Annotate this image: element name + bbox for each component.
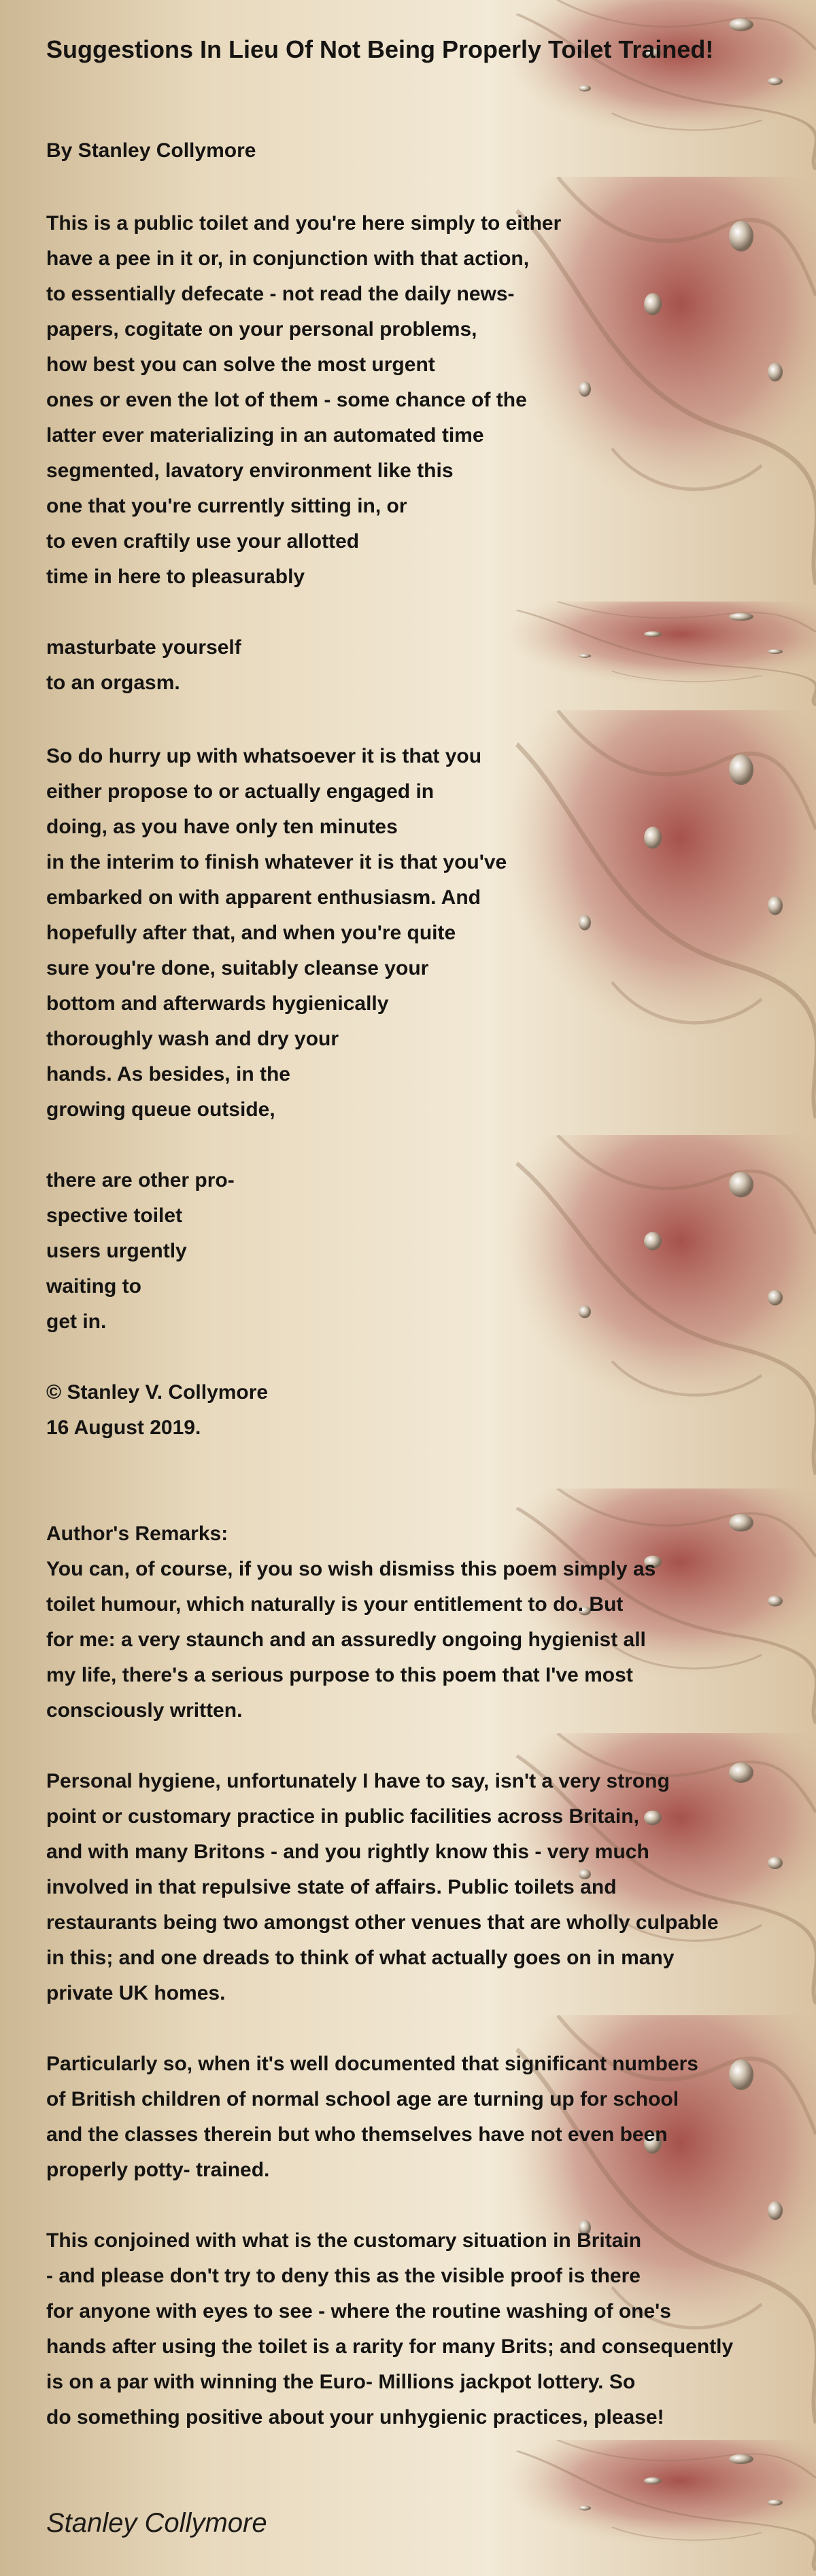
poem-line: latter ever materializing in an automated time	[46, 424, 484, 447]
poem-line: have a pee in it or, in conjunction with that action,	[46, 247, 530, 270]
poem-title: Suggestions In Lieu Of Not Being Properly Toilet Trained!	[46, 35, 714, 63]
remarks-line: of British children of normal school age are turning up for school	[46, 2088, 679, 2110]
poem-line: spective toilet	[46, 1204, 183, 1227]
stanza-3	[46, 739, 507, 1128]
poem-line: one that you're currently sitting in, or	[46, 495, 407, 517]
poem-line: thoroughly wash and dry your	[46, 1028, 339, 1050]
poem-line: to an orgasm.	[46, 672, 180, 694]
poem-line: in the interim to finish whatever it is that you've	[46, 851, 507, 873]
poem-byline: By Stanley Collymore	[46, 139, 256, 162]
poem-line: to essentially defecate - not read the daily news-	[46, 283, 515, 305]
poem-line: how best you can solve the most urgent	[46, 353, 435, 376]
poem-line: to even craftily use your allotted	[46, 530, 360, 553]
remarks-line: Particularly so, when it's well documented that significant numbers	[46, 2053, 698, 2075]
remarks-line: for me: a very staunch and an assuredly ongoing hygienist all	[46, 1629, 646, 1651]
copyright-block	[46, 1375, 268, 1446]
remarks-paragraph-2	[46, 1764, 719, 2011]
remarks-paragraph-1	[46, 1516, 656, 1728]
poem-line: doing, as you have only ten minutes	[46, 816, 398, 838]
stanza-4	[46, 1163, 235, 1340]
remarks-heading: Author's Remarks:	[46, 1522, 228, 1545]
remarks-line: and the classes therein but who themselves have not even been	[46, 2123, 668, 2146]
poem-line: bottom and afterwards hygienically	[46, 992, 389, 1015]
remarks-line: This conjoined with what is the customary situation in Britain	[46, 2229, 642, 2252]
remarks-line: properly potty- trained.	[46, 2159, 270, 2181]
author-signature: Stanley Collymore	[46, 2508, 267, 2538]
poem-line: growing queue outside,	[46, 1098, 275, 1121]
poem-line: get in.	[46, 1310, 107, 1333]
remarks-line: is on a par with winning the Euro- Millions jackpot lottery. So	[46, 2371, 636, 2393]
remarks-line: consciously written.	[46, 1699, 243, 1722]
remarks-line: in this; and one dreads to think of what actually goes on in many	[46, 1947, 675, 1969]
poem-line: time in here to pleasurably	[46, 565, 305, 588]
remarks-line: Personal hygiene, unfortunately I have to say, isn't a very strong	[46, 1770, 670, 1792]
stanza-2	[46, 630, 241, 701]
copyright-line: © Stanley V. Collymore	[46, 1381, 269, 1404]
remarks-line: point or customary practice in public facilities across Britain,	[46, 1805, 639, 1828]
poem-line: masturbate yourself	[46, 636, 241, 659]
remarks-line: hands after using the toilet is a rarity for many Brits; and consequently	[46, 2335, 734, 2358]
poem-line: This is a public toilet and you're here simply to either	[46, 212, 562, 234]
poem-line: waiting to	[46, 1275, 141, 1298]
remarks-line: do something positive about your unhygienic practices, please!	[46, 2406, 664, 2429]
poem-line: hopefully after that, and when you're quite	[46, 922, 456, 944]
poem-line: segmented, lavatory environment like this	[46, 459, 454, 482]
poem-line: users urgently	[46, 1240, 187, 1262]
remarks-paragraph-3	[46, 2047, 698, 2188]
stanza-1	[46, 206, 561, 595]
remarks-line: restaurants being two amongst other venues that are wholly culpable	[46, 1911, 719, 1934]
poem-line: embarked on with apparent enthusiasm. And	[46, 886, 481, 909]
remarks-line: involved in that repulsive state of affairs. Public toilets and	[46, 1876, 617, 1898]
remarks-line: - and please don't try to deny this as the visible proof is there	[46, 2265, 641, 2287]
date-line: 16 August 2019.	[46, 1416, 201, 1439]
poem-line: So do hurry up with whatsoever it is that you	[46, 745, 482, 767]
remarks-line: my life, there's a serious purpose to this poem that I've most	[46, 1664, 633, 1686]
remarks-line: You can, of course, if you so wish dismiss this poem simply as	[46, 1558, 656, 1580]
poem-line: ones or even the lot of them - some chance of the	[46, 389, 527, 411]
poem-line: papers, cogitate on your personal problems,	[46, 318, 477, 341]
remarks-line: and with many Britons - and you rightly know this - very much	[46, 1841, 649, 1863]
poem-line: hands. As besides, in the	[46, 1063, 290, 1085]
poem-line: there are other pro-	[46, 1169, 235, 1191]
remarks-paragraph-4	[46, 2223, 733, 2435]
poem-line: sure you're done, suitably cleanse your	[46, 957, 429, 979]
poem-line: either propose to or actually engaged in	[46, 780, 435, 803]
remarks-line: private UK homes.	[46, 1982, 226, 2004]
remarks-line: for anyone with eyes to see - where the routine washing of one's	[46, 2300, 671, 2322]
remarks-line: toilet humour, which naturally is your entitlement to do. But	[46, 1593, 624, 1616]
